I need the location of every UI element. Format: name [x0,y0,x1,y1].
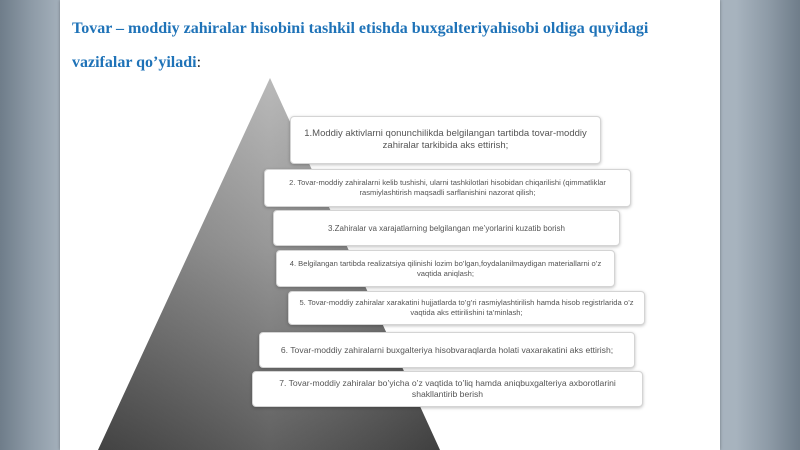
slide-title-colon: : [196,54,202,71]
slide-title-text: Tovar – moddiy zahiralar hisobini tashkil etishda buxgalteriyahisobi oldiga quyidagi vazifalar qo’yiladi [72,20,649,71]
task-text-2: 2. Tovar-moddiy zahiralarni kelib tushishi, ularni tashkilotlari hisobidan chiqarilishi (qimmatliklar rasmiylashtirish maqsadli sarflanishini nazorat qilish; [289,178,606,197]
task-box-2 [264,169,631,207]
task-text-1: 1.Moddiy aktivlarni qonunchilikda belgilangan tartibda tovar-moddiy zahiralar tarkibida aks ettirish; [304,128,587,151]
task-text-4: 4. Belgilangan tartibda realizatsiya qilinishi lozim bo’lgan,foydalanilmaydigan materiallarni o’z vaqtida aniqlash; [289,258,602,278]
slide [60,0,720,450]
task-text-7: 7. Tovar-moddiy zahiralar bo’yicha o’z vaqtida to’liq hamda aniqbuxgalteriya axborotlarini shakllantirib berish [279,378,616,399]
task-box-3 [273,210,620,246]
task-text-6: 6. Tovar-moddiy zahiralarni buxgalteriya hisobvaraqlarda holati vaxarakatini aks ettirish; [280,344,614,355]
task-box-4 [276,250,615,287]
task-box-6 [259,332,635,368]
task-text-5: 5. Tovar-moddiy zahiralar xarakatini hujjatlarda to’g’ri rasmiylashtirilish hamda hisob registrlarida o’z vaqtida aks ettirilishini ta’minlash; [299,298,634,317]
task-box-5 [288,291,645,325]
task-text-3: 3.Zahiralar va xarajatlarning belgilangan me’yorlarini kuzatib borish [327,223,565,233]
task-box-1 [290,116,601,164]
task-box-7 [252,371,643,407]
